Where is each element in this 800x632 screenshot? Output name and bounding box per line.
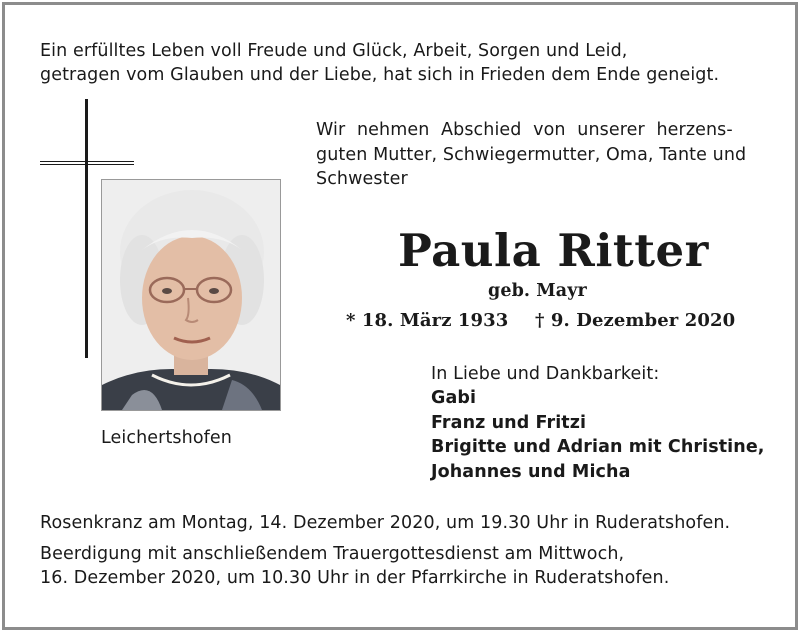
farewell-line-1: Wir nehmen Abschied von unserer herzens- xyxy=(316,120,733,140)
mourner-name: Franz und Fritzi xyxy=(431,413,587,433)
intro-line-2: getragen vom Glauben und der Liebe, hat sich in Frieden dem Ende geneigt. xyxy=(40,65,720,85)
burial-info-line-1: Beerdigung mit anschließendem Trauergottesdienst am Mittwoch, xyxy=(40,544,625,564)
rosary-info: Rosenkranz am Montag, 14. Dezember 2020, um 19.30 Uhr in Ruderatshofen. xyxy=(40,513,731,533)
farewell-line-2: guten Mutter, Schwiegermutter, Oma, Tante und xyxy=(316,145,747,165)
mourner-name: Gabi xyxy=(431,388,477,408)
residence-label: Leichertshofen xyxy=(101,428,232,448)
burial-info-line-2: 16. Dezember 2020, um 10.30 Uhr in der Pfarrkirche in Ruderatshofen. xyxy=(40,568,670,588)
portrait-photo xyxy=(101,179,281,411)
deceased-name: Paula Ritter xyxy=(398,224,709,277)
intro-line-1: Ein erfülltes Leben voll Freude und Glück, Arbeit, Sorgen und Leid, xyxy=(40,41,628,61)
farewell-line-3: Schwester xyxy=(316,169,408,189)
mourner-name: Brigitte und Adrian mit Christine, xyxy=(431,437,765,457)
maiden-name: geb. Mayr xyxy=(488,281,587,301)
birth-date: * 18. März 1933 xyxy=(346,310,509,331)
death-date: † 9. Dezember 2020 xyxy=(535,310,736,331)
portrait-illustration xyxy=(102,180,280,410)
mourner-name: Johannes und Micha xyxy=(431,462,631,482)
mourners-heading: In Liebe und Dankbarkeit: xyxy=(431,364,660,384)
cross-icon xyxy=(85,99,88,358)
cross-bar-icon xyxy=(40,161,134,165)
